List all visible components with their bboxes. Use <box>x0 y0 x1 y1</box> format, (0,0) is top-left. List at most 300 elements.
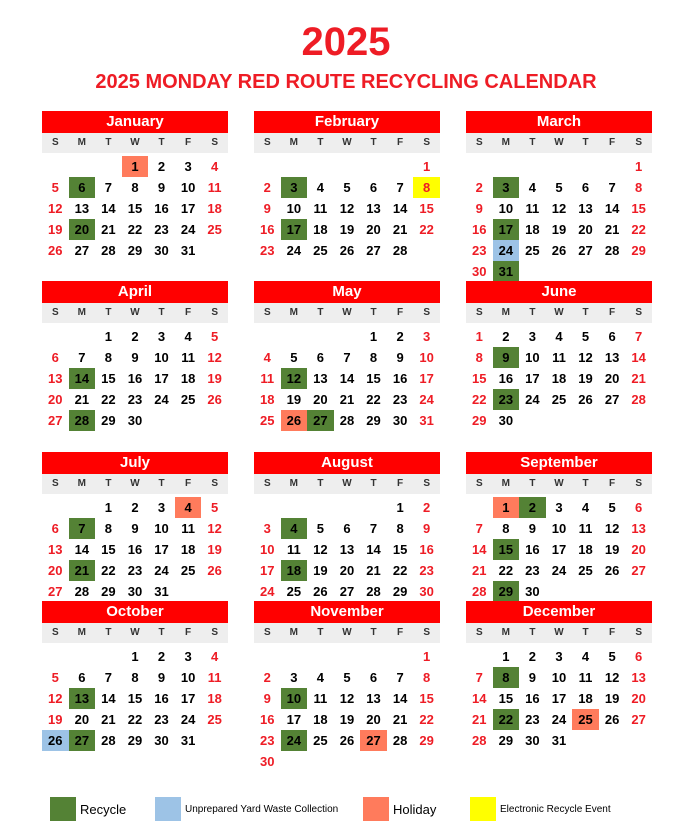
weekday-label: S <box>51 478 59 489</box>
day-cell: 24 <box>419 392 434 407</box>
day-cell: 21 <box>472 563 487 578</box>
weekday-label: W <box>342 137 352 148</box>
day-cell: 3 <box>555 649 563 664</box>
day-cell: 15 <box>127 691 143 706</box>
day-cell: 22 <box>366 392 381 407</box>
day-cell: 19 <box>339 222 355 237</box>
day-cell: 20 <box>48 392 63 407</box>
weekday-label: S <box>263 478 271 489</box>
weekday-label: T <box>158 478 165 489</box>
day-cell: 27 <box>74 243 90 258</box>
weekday-label: T <box>582 307 589 318</box>
empty-cell <box>466 497 493 518</box>
month-name: January <box>42 111 228 133</box>
day-cell: 28 <box>339 413 355 428</box>
empty-cell <box>42 497 69 518</box>
weekday-label: S <box>211 137 218 148</box>
day-cell: 20 <box>48 563 63 578</box>
day-cell-yard: 26 <box>42 730 69 751</box>
empty-cell <box>69 156 96 177</box>
day-cell: 20 <box>339 563 355 578</box>
legend-label: Unprepared Yard Waste Collection <box>185 803 339 815</box>
day-cell: 30 <box>472 264 487 279</box>
legend-item-holiday <box>363 797 436 821</box>
day-cell: 25 <box>578 563 593 578</box>
day-cell: 20 <box>74 712 90 727</box>
day-cell: 10 <box>154 521 169 536</box>
day-cell: 23 <box>525 563 540 578</box>
weekday-label: S <box>475 478 483 489</box>
day-cell: 24 <box>551 563 567 578</box>
day-cell-recycle: 7 <box>69 518 96 539</box>
day-cell: 10 <box>551 521 567 536</box>
day-cell: 20 <box>313 392 328 407</box>
month-name: April <box>42 281 228 303</box>
weekday-header <box>42 623 228 643</box>
day-cell: 3 <box>157 500 166 515</box>
weekday-label: T <box>105 307 112 318</box>
month-march <box>466 111 652 282</box>
day-cell: 24 <box>286 243 302 258</box>
day-cell: 27 <box>339 584 355 599</box>
day-cell: 30 <box>127 413 143 428</box>
day-cell: 30 <box>498 413 514 428</box>
day-cell: 15 <box>101 371 116 386</box>
day-cell: 2 <box>131 500 139 515</box>
day-cell: 13 <box>631 521 646 536</box>
empty-cell <box>307 646 334 667</box>
weekday-label: S <box>211 307 218 318</box>
day-cell: 28 <box>472 584 487 599</box>
day-cell: 28 <box>366 584 381 599</box>
day-cell: 17 <box>180 201 196 216</box>
day-cell: 29 <box>101 584 116 599</box>
weekday-header <box>42 303 228 323</box>
month-name: May <box>254 281 440 303</box>
legend-item-event <box>470 797 611 821</box>
day-cell: 19 <box>48 712 63 727</box>
weekday-label: M <box>501 307 511 318</box>
weekday-label: T <box>317 627 324 638</box>
empty-cell <box>95 156 122 177</box>
day-cell-recycle: 23 <box>493 389 520 410</box>
day-cell: 8 <box>369 350 378 365</box>
day-cell: 10 <box>419 350 434 365</box>
day-cell: 17 <box>525 371 540 386</box>
day-cell: 8 <box>475 350 483 365</box>
weekday-label: T <box>158 307 165 318</box>
day-cell: 17 <box>551 691 567 706</box>
day-cell-recycle: 2 <box>519 497 546 518</box>
day-cell: 1 <box>369 329 378 344</box>
day-cell: 24 <box>551 712 567 727</box>
day-cell: 4 <box>528 180 537 195</box>
day-grid <box>466 156 652 282</box>
day-cell: 24 <box>180 222 196 237</box>
day-cell: 16 <box>154 201 169 216</box>
day-cell: 26 <box>604 563 620 578</box>
day-cell: 6 <box>51 521 59 536</box>
day-cell-recycle: 4 <box>281 518 308 539</box>
day-cell: 5 <box>343 670 351 685</box>
day-cell: 5 <box>211 329 219 344</box>
day-cell-recycle: 15 <box>493 539 520 560</box>
weekday-label: M <box>289 627 299 638</box>
weekday-label: S <box>635 307 642 318</box>
day-cell: 27 <box>631 712 646 727</box>
day-cell: 21 <box>339 392 355 407</box>
day-cell: 16 <box>498 371 514 386</box>
day-cell: 25 <box>260 413 275 428</box>
month-name: June <box>466 281 652 303</box>
day-cell: 8 <box>502 521 510 536</box>
empty-cell <box>281 497 308 518</box>
day-cell: 30 <box>419 584 434 599</box>
weekday-label: S <box>475 627 483 638</box>
day-cell: 20 <box>631 542 646 557</box>
day-cell: 20 <box>366 712 381 727</box>
day-cell: 31 <box>154 584 169 599</box>
weekday-label: W <box>342 627 352 638</box>
day-cell: 10 <box>498 201 514 216</box>
weekday-label: W <box>130 627 140 638</box>
month-august <box>254 452 440 623</box>
empty-cell <box>387 646 414 667</box>
day-cell: 14 <box>472 691 487 706</box>
day-cell: 30 <box>127 584 143 599</box>
day-cell: 21 <box>366 563 381 578</box>
empty-cell <box>307 156 334 177</box>
day-cell: 24 <box>154 392 169 407</box>
day-cell: 14 <box>101 691 116 706</box>
day-cell: 11 <box>525 201 540 216</box>
day-cell: 18 <box>313 222 328 237</box>
empty-cell <box>360 646 387 667</box>
day-cell: 3 <box>423 329 431 344</box>
weekday-label: T <box>105 137 112 148</box>
day-cell: 17 <box>180 691 196 706</box>
day-cell: 12 <box>48 201 63 216</box>
month-name: November <box>254 601 440 623</box>
day-cell: 12 <box>207 350 222 365</box>
weekday-label: S <box>475 137 483 148</box>
yard-swatch <box>155 797 181 821</box>
weekday-label: S <box>211 478 218 489</box>
day-cell: 1 <box>475 329 483 344</box>
empty-cell <box>69 497 96 518</box>
weekday-label: W <box>130 137 140 148</box>
day-cell: 30 <box>154 733 169 748</box>
day-cell: 7 <box>396 180 404 195</box>
day-cell: 23 <box>260 733 275 748</box>
day-cell: 5 <box>581 329 590 344</box>
day-cell: 4 <box>184 329 192 344</box>
day-cell: 4 <box>555 329 563 344</box>
day-cell: 13 <box>631 670 646 685</box>
day-cell: 31 <box>180 733 196 748</box>
day-cell: 18 <box>260 392 275 407</box>
day-cell: 16 <box>127 542 143 557</box>
recycle-swatch <box>50 797 76 821</box>
day-cell: 23 <box>154 222 169 237</box>
day-cell: 6 <box>316 350 325 365</box>
day-cell: 16 <box>525 691 540 706</box>
day-cell: 8 <box>423 670 431 685</box>
day-cell: 22 <box>419 222 434 237</box>
weekday-label: M <box>501 478 511 489</box>
empty-cell <box>254 326 281 347</box>
day-cell-recycle: 6 <box>69 177 96 198</box>
day-cell: 7 <box>475 670 483 685</box>
weekday-header <box>466 623 652 643</box>
day-cell-recycle: 10 <box>281 688 308 709</box>
day-cell: 21 <box>631 371 646 386</box>
day-cell: 8 <box>104 521 113 536</box>
empty-cell <box>42 646 69 667</box>
day-cell: 9 <box>131 521 139 536</box>
weekday-header <box>254 303 440 323</box>
day-cell-recycle: 13 <box>69 688 96 709</box>
day-cell: 6 <box>51 350 59 365</box>
day-cell-recycle: 22 <box>493 709 520 730</box>
weekday-label: W <box>130 478 140 489</box>
day-cell-holiday: 1 <box>493 497 520 518</box>
day-cell: 1 <box>423 649 431 664</box>
weekday-label: W <box>342 307 352 318</box>
day-cell-yard: 24 <box>493 240 520 261</box>
month-name: September <box>466 452 652 474</box>
weekday-label: M <box>77 137 87 148</box>
day-cell: 12 <box>339 201 355 216</box>
day-cell: 31 <box>551 733 567 748</box>
page-title: 2025 <box>301 20 391 64</box>
day-cell: 29 <box>498 733 514 748</box>
day-cell: 16 <box>419 542 434 557</box>
day-cell: 2 <box>131 329 139 344</box>
day-cell: 3 <box>184 159 192 174</box>
day-cell: 9 <box>396 350 404 365</box>
day-cell: 12 <box>339 691 355 706</box>
empty-cell <box>281 646 308 667</box>
page-subtitle: 2025 MONDAY RED ROUTE RECYCLING CALENDAR <box>95 71 597 93</box>
day-cell: 11 <box>578 670 593 685</box>
day-cell: 12 <box>48 691 63 706</box>
day-cell: 9 <box>528 670 537 685</box>
month-may <box>254 281 440 431</box>
day-cell: 17 <box>419 371 434 386</box>
day-cell: 11 <box>181 521 195 536</box>
day-cell: 20 <box>578 222 593 237</box>
day-cell: 1 <box>396 500 404 515</box>
day-cell: 15 <box>631 201 646 216</box>
day-grid <box>466 497 652 602</box>
day-cell: 30 <box>525 733 540 748</box>
weekday-label: S <box>635 627 642 638</box>
day-cell-recycle: 24 <box>281 730 308 751</box>
day-cell: 17 <box>154 542 169 557</box>
day-cell: 2 <box>528 649 537 664</box>
weekday-label: S <box>211 627 218 638</box>
day-cell: 26 <box>207 392 222 407</box>
day-cell: 16 <box>525 542 540 557</box>
day-cell: 14 <box>392 201 408 216</box>
day-cell: 21 <box>74 392 90 407</box>
day-cell: 28 <box>101 733 116 748</box>
day-grid <box>254 326 440 431</box>
day-cell: 10 <box>180 670 196 685</box>
day-cell: 16 <box>127 371 143 386</box>
weekday-label: M <box>289 478 299 489</box>
day-cell: 29 <box>392 584 408 599</box>
day-cell: 16 <box>260 222 275 237</box>
day-grid <box>466 646 652 751</box>
day-cell: 5 <box>290 350 298 365</box>
day-cell: 9 <box>423 521 431 536</box>
weekday-label: S <box>423 478 430 489</box>
day-cell: 5 <box>343 180 351 195</box>
day-cell: 28 <box>392 733 408 748</box>
empty-cell <box>519 156 546 177</box>
weekday-label: T <box>317 307 324 318</box>
day-cell: 27 <box>366 243 381 258</box>
weekday-label: S <box>423 627 430 638</box>
weekday-header <box>254 133 440 153</box>
day-grid <box>254 156 440 261</box>
empty-cell <box>334 326 361 347</box>
day-cell: 18 <box>180 542 196 557</box>
day-cell: 27 <box>48 413 63 428</box>
day-cell: 27 <box>48 584 63 599</box>
weekday-label: S <box>51 307 59 318</box>
day-cell: 28 <box>631 392 646 407</box>
day-cell: 4 <box>211 159 219 174</box>
empty-cell <box>493 156 520 177</box>
day-cell: 1 <box>635 159 643 174</box>
weekday-label: F <box>185 137 192 148</box>
empty-cell <box>334 497 361 518</box>
day-cell: 15 <box>472 371 487 386</box>
day-cell-event: 8 <box>413 177 440 198</box>
day-cell: 25 <box>207 712 222 727</box>
day-cell: 10 <box>180 180 196 195</box>
day-cell: 18 <box>578 542 593 557</box>
weekday-label: M <box>77 478 87 489</box>
day-cell: 12 <box>578 350 593 365</box>
day-cell: 1 <box>131 649 139 664</box>
day-cell: 6 <box>635 649 643 664</box>
weekday-label: T <box>370 478 377 489</box>
day-cell: 26 <box>339 733 355 748</box>
weekday-label: W <box>554 137 564 148</box>
day-cell: 23 <box>127 392 143 407</box>
day-cell: 21 <box>101 222 116 237</box>
day-cell: 15 <box>498 691 514 706</box>
day-cell: 13 <box>339 542 355 557</box>
day-cell: 3 <box>157 329 166 344</box>
day-cell: 2 <box>502 329 510 344</box>
day-cell: 18 <box>313 712 328 727</box>
day-cell-holiday: 1 <box>122 156 149 177</box>
month-july <box>42 452 228 602</box>
day-cell: 16 <box>392 371 408 386</box>
day-cell: 15 <box>366 371 381 386</box>
day-cell: 8 <box>635 180 643 195</box>
day-cell: 10 <box>154 350 169 365</box>
weekday-label: S <box>263 627 271 638</box>
month-september <box>466 452 652 602</box>
day-cell: 29 <box>101 413 116 428</box>
weekday-label: W <box>554 307 564 318</box>
month-name: October <box>42 601 228 623</box>
day-cell: 23 <box>525 712 540 727</box>
day-cell: 26 <box>578 392 593 407</box>
day-cell: 30 <box>154 243 169 258</box>
empty-cell <box>546 156 573 177</box>
empty-cell <box>69 646 96 667</box>
day-cell: 4 <box>316 670 325 685</box>
day-cell: 10 <box>286 201 302 216</box>
month-name: July <box>42 452 228 474</box>
day-cell: 28 <box>101 243 116 258</box>
day-cell: 29 <box>127 243 143 258</box>
day-cell: 31 <box>419 413 434 428</box>
day-cell: 8 <box>131 180 139 195</box>
day-cell: 14 <box>101 201 116 216</box>
weekday-label: F <box>185 627 192 638</box>
weekday-label: T <box>529 137 536 148</box>
day-cell: 3 <box>528 329 537 344</box>
day-cell: 25 <box>207 222 222 237</box>
empty-cell <box>281 326 308 347</box>
weekday-label: F <box>397 137 404 148</box>
empty-cell <box>572 156 599 177</box>
day-cell-recycle: 3 <box>493 177 520 198</box>
legend-item-yard <box>155 797 338 821</box>
day-cell: 7 <box>475 521 483 536</box>
empty-cell <box>281 156 308 177</box>
day-cell-recycle: 17 <box>493 219 520 240</box>
day-cell: 3 <box>184 649 192 664</box>
weekday-label: T <box>105 627 112 638</box>
day-cell: 22 <box>498 563 514 578</box>
month-june <box>466 281 652 431</box>
weekday-label: F <box>397 627 404 638</box>
month-april <box>42 281 228 431</box>
day-cell: 28 <box>604 243 620 258</box>
day-cell: 23 <box>154 712 169 727</box>
day-cell: 19 <box>339 712 355 727</box>
weekday-label: T <box>370 627 377 638</box>
day-cell: 24 <box>525 392 540 407</box>
empty-cell <box>334 156 361 177</box>
day-cell: 9 <box>528 521 537 536</box>
day-cell: 21 <box>604 222 620 237</box>
empty-cell <box>387 156 414 177</box>
empty-cell <box>95 646 122 667</box>
day-cell: 19 <box>286 392 302 407</box>
empty-cell <box>69 326 96 347</box>
day-cell: 14 <box>604 201 620 216</box>
legend-label: Electronic Recycle Event <box>500 803 611 815</box>
day-cell: 26 <box>551 243 567 258</box>
day-cell: 13 <box>48 371 63 386</box>
day-cell: 22 <box>101 392 116 407</box>
day-cell: 20 <box>631 691 646 706</box>
day-cell: 12 <box>551 201 567 216</box>
weekday-label: S <box>51 627 59 638</box>
day-cell-recycle: 12 <box>281 368 308 389</box>
day-cell: 29 <box>127 733 143 748</box>
